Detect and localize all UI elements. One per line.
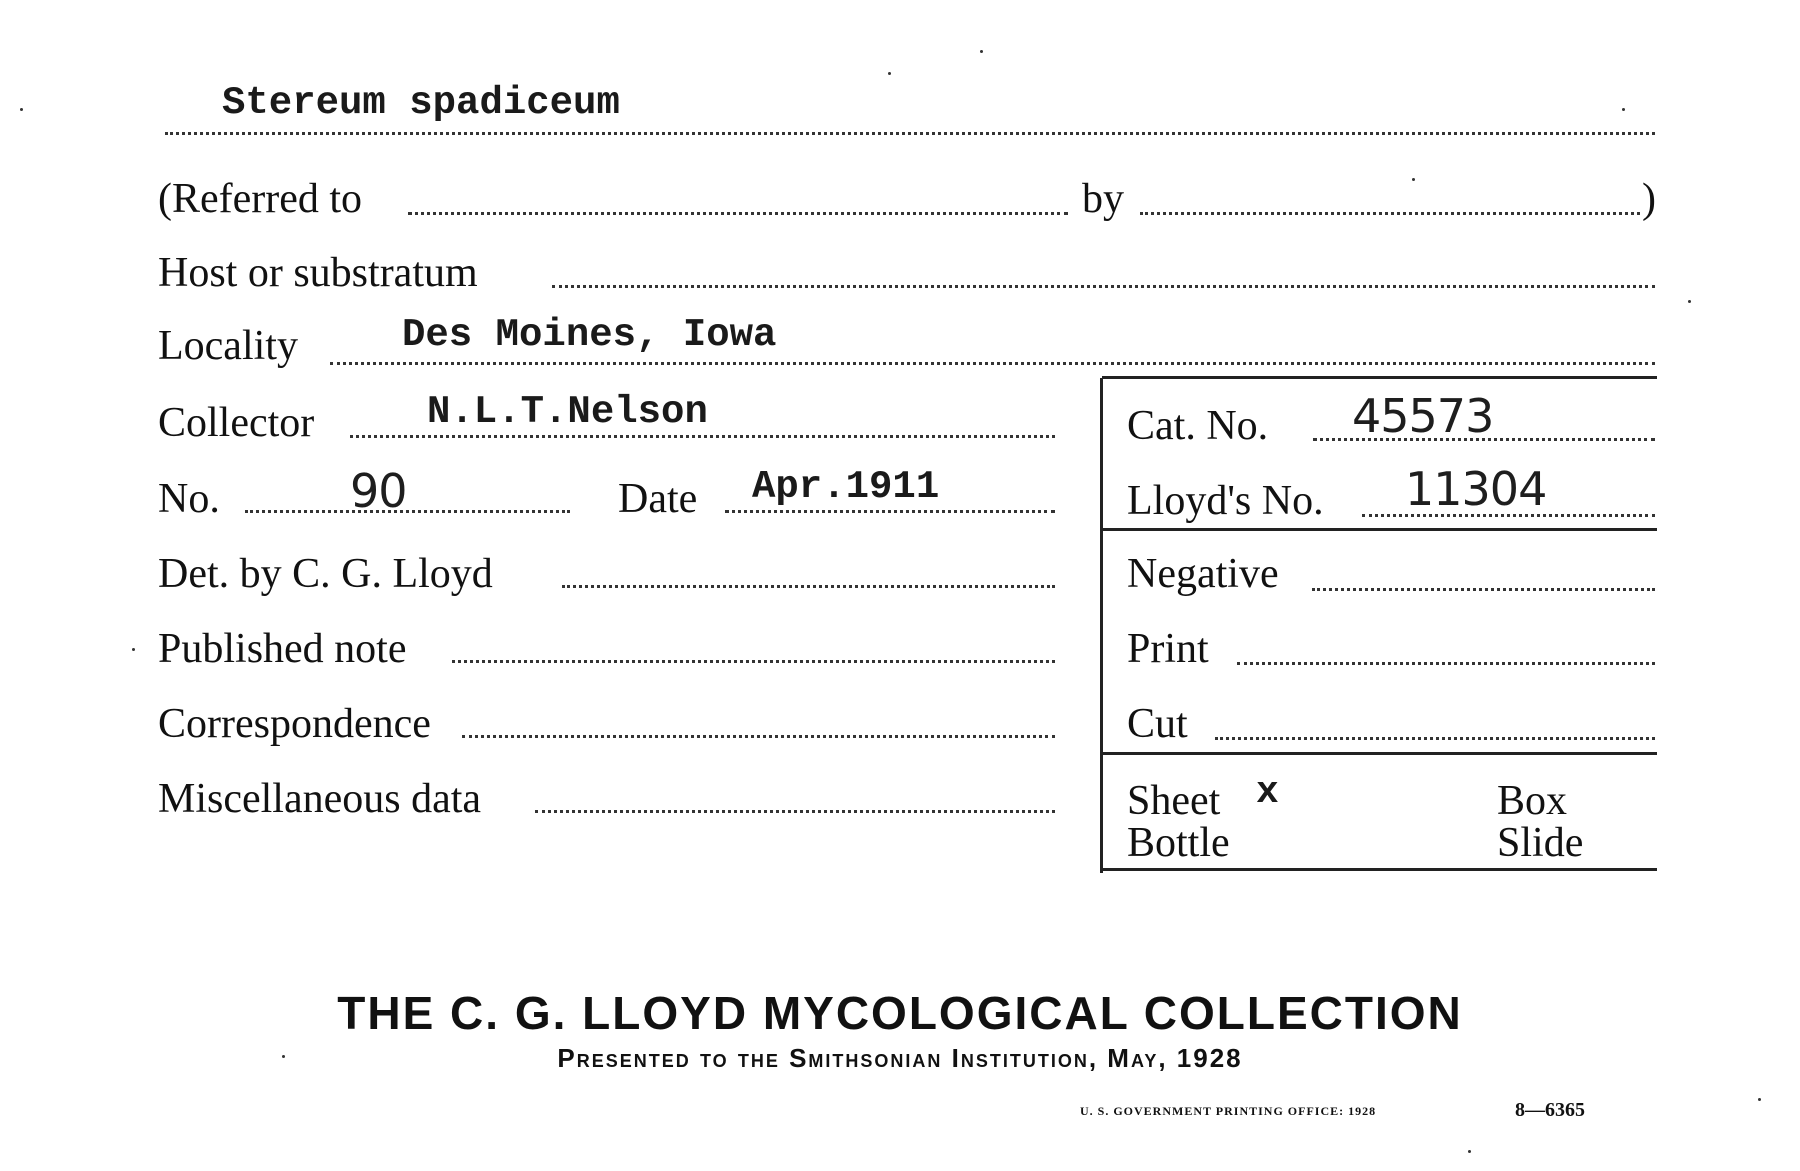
published-note-line: [452, 660, 1055, 663]
locality-value: Des Moines, Iowa: [402, 313, 777, 357]
correspondence-line: [462, 735, 1055, 738]
scan-speck: [980, 50, 983, 53]
referred-to-line: [408, 212, 1068, 215]
date-line: [725, 510, 1055, 513]
specimen-name-line: [165, 132, 1655, 135]
det-by-line: [562, 585, 1055, 588]
scan-speck: [888, 72, 891, 75]
scan-speck: [20, 108, 23, 111]
misc-data-label: Miscellaneous data: [158, 776, 482, 822]
published-note-label: Published note: [158, 626, 407, 672]
cat-no-label: Cat. No.: [1127, 403, 1269, 449]
collection-subtitle: Presented to the Smithsonian Institution, May, 1928: [557, 1043, 1243, 1073]
host-line: [552, 285, 1655, 288]
lloyds-no-value: 11304: [1405, 462, 1547, 516]
form-number: 8—6365: [1515, 1099, 1585, 1121]
sheet-label: Sheet: [1127, 778, 1221, 824]
right-box-divider: [1100, 378, 1103, 873]
correspondence-label: Correspondence: [158, 701, 431, 747]
print-label: Print: [1127, 626, 1209, 672]
close-paren: ): [1642, 176, 1656, 222]
print-line: [1237, 662, 1655, 665]
scan-speck: [1412, 178, 1415, 181]
host-label: Host or substratum: [158, 250, 478, 296]
cut-line: [1215, 737, 1655, 740]
by-label: by: [1082, 176, 1124, 222]
bottle-label: Bottle: [1127, 820, 1230, 866]
collector-label: Collector: [158, 400, 315, 446]
box-label: Box: [1497, 778, 1568, 824]
no-line: [245, 510, 570, 513]
locality-line: [330, 362, 1655, 365]
negative-label: Negative: [1127, 551, 1279, 597]
scan-speck: [1688, 300, 1691, 303]
sheet-mark: x: [1256, 771, 1279, 814]
scan-speck: [132, 648, 135, 651]
misc-data-line: [535, 810, 1055, 813]
scan-speck: [1468, 1150, 1471, 1153]
specimen-name: Stereum spadiceum: [222, 81, 620, 125]
no-label: No.: [158, 476, 220, 522]
right-box-mid-rule-1: [1102, 528, 1657, 531]
right-box-mid-rule-2: [1102, 752, 1657, 755]
slide-label: Slide: [1497, 820, 1584, 866]
no-value: 90: [350, 464, 407, 518]
collector-value: N.L.T.Nelson: [427, 390, 708, 434]
right-box-top-rule: [1102, 376, 1657, 379]
collector-line: [350, 435, 1055, 438]
printer-imprint: U. S. GOVERNMENT PRINTING OFFICE: 1928: [1080, 1104, 1377, 1118]
det-by-label: Det. by C. G. Lloyd: [158, 551, 493, 597]
scan-speck: [1758, 1098, 1761, 1101]
scan-speck: [282, 1055, 285, 1058]
lloyds-no-label: Lloyd's No.: [1127, 478, 1324, 524]
lloyds-no-line: [1362, 514, 1655, 517]
cut-label: Cut: [1127, 701, 1188, 747]
cat-no-line: [1313, 438, 1655, 441]
date-value: Apr.1911: [752, 465, 940, 509]
referred-to-label: (Referred to: [158, 176, 363, 222]
locality-label: Locality: [158, 323, 298, 369]
date-label: Date: [618, 476, 698, 522]
by-line: [1140, 212, 1640, 215]
negative-line: [1312, 588, 1655, 591]
scan-speck: [1622, 108, 1625, 111]
collection-title: THE C. G. LLOYD MYCOLOGICAL COLLECTION: [337, 987, 1463, 1039]
right-box-bottom-rule: [1102, 868, 1657, 871]
cat-no-value: 45573: [1352, 389, 1494, 443]
